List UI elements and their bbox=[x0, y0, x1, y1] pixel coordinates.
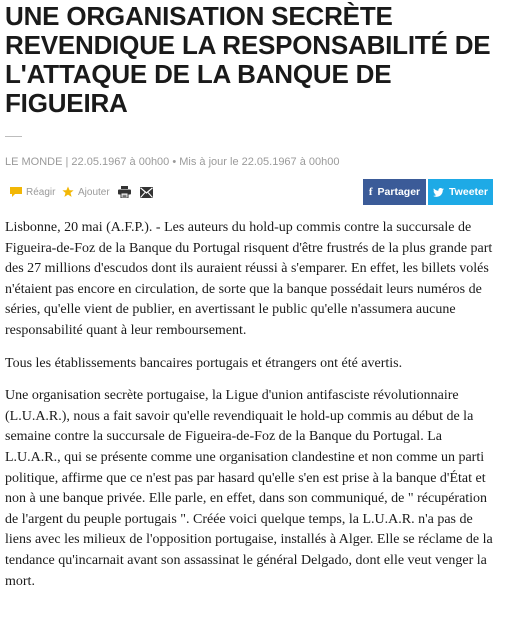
print-button[interactable] bbox=[118, 184, 131, 200]
react-button[interactable] bbox=[10, 184, 55, 200]
add-button[interactable] bbox=[62, 184, 110, 200]
envelope-icon bbox=[140, 187, 153, 198]
article-body bbox=[5, 218, 498, 604]
article-paragraph: Lisbonne, 20 mai (A.F.P.). - Les auteurs du hold-up commis contre la succursale de Figueira-de-Foz de la Banque du Portugal risquent d'être frustrés de la plus grande part des 27 millions d'escudos dont ils auraient réussi à s'emparer. En effet, les billets volés n'étaient pas encore en circulation, de sorte que la banque possédait leurs numéros de séries, qu'elle vient de publier, en avertissant le public qu'elle n'assumera aucune responsabilité quant à leur remboursement. bbox=[5, 220, 493, 338]
twitter-bird-icon bbox=[433, 188, 444, 197]
print-icon bbox=[118, 186, 131, 198]
twitter-share-button[interactable] bbox=[428, 179, 493, 205]
facebook-icon: f bbox=[368, 186, 373, 198]
article-title: UNE ORGANISATION SECRÈTE REVENDIQUE LA RESPONSABILITÉ DE L'ATTAQUE DE LA BANQUE DE FIGUEIRA bbox=[5, 1, 491, 118]
email-button[interactable] bbox=[140, 184, 153, 200]
article-paragraph: Une organisation secrète portugaise, la Ligue d'union antifasciste révolutionnaire (L.U.A.R.), nous a fait savoir qu'elle revendiquait le hold-up commis au début de la semaine contre la succursale de Figueira-de-Foz de la Banque du Portugal. La L.U.A.R., qui se présente comme une organisation clandestine et non comme un parti politique, affirme que ce n'est pas par hasard qu'elle s'en est prise à la banque d'État et non à une banque privée. Elle parle, en effet, dans son communiqué, de " récupération de l'argent du peuple portugais ". Créée voici quelque temps, la L.U.A.R. n'a pas de liens avec les milieux de l'opposition portugaise, installés à Alger. Elle se réclame de la tendance qu'incarnait avant son assassinat le général Delgado, dont elle veut venger la mort. bbox=[5, 388, 493, 589]
comment-icon bbox=[10, 187, 22, 197]
article-toolbar bbox=[10, 179, 495, 205]
article-paragraph: Tous les établissements bancaires portugais et étrangers ont été avertis. bbox=[5, 355, 403, 371]
react-label: Réagir bbox=[26, 186, 56, 198]
title-divider bbox=[5, 136, 22, 137]
facebook-share-label: Partager bbox=[377, 186, 421, 198]
add-label: Ajouter bbox=[78, 186, 110, 198]
star-icon bbox=[62, 186, 74, 198]
article-meta: LE MONDE | 22.05.1967 à 00h00 • Mis à jour le 22.05.1967 à 00h00 bbox=[5, 156, 340, 168]
twitter-share-label: Tweeter bbox=[449, 186, 488, 198]
facebook-share-button[interactable] bbox=[363, 179, 426, 205]
